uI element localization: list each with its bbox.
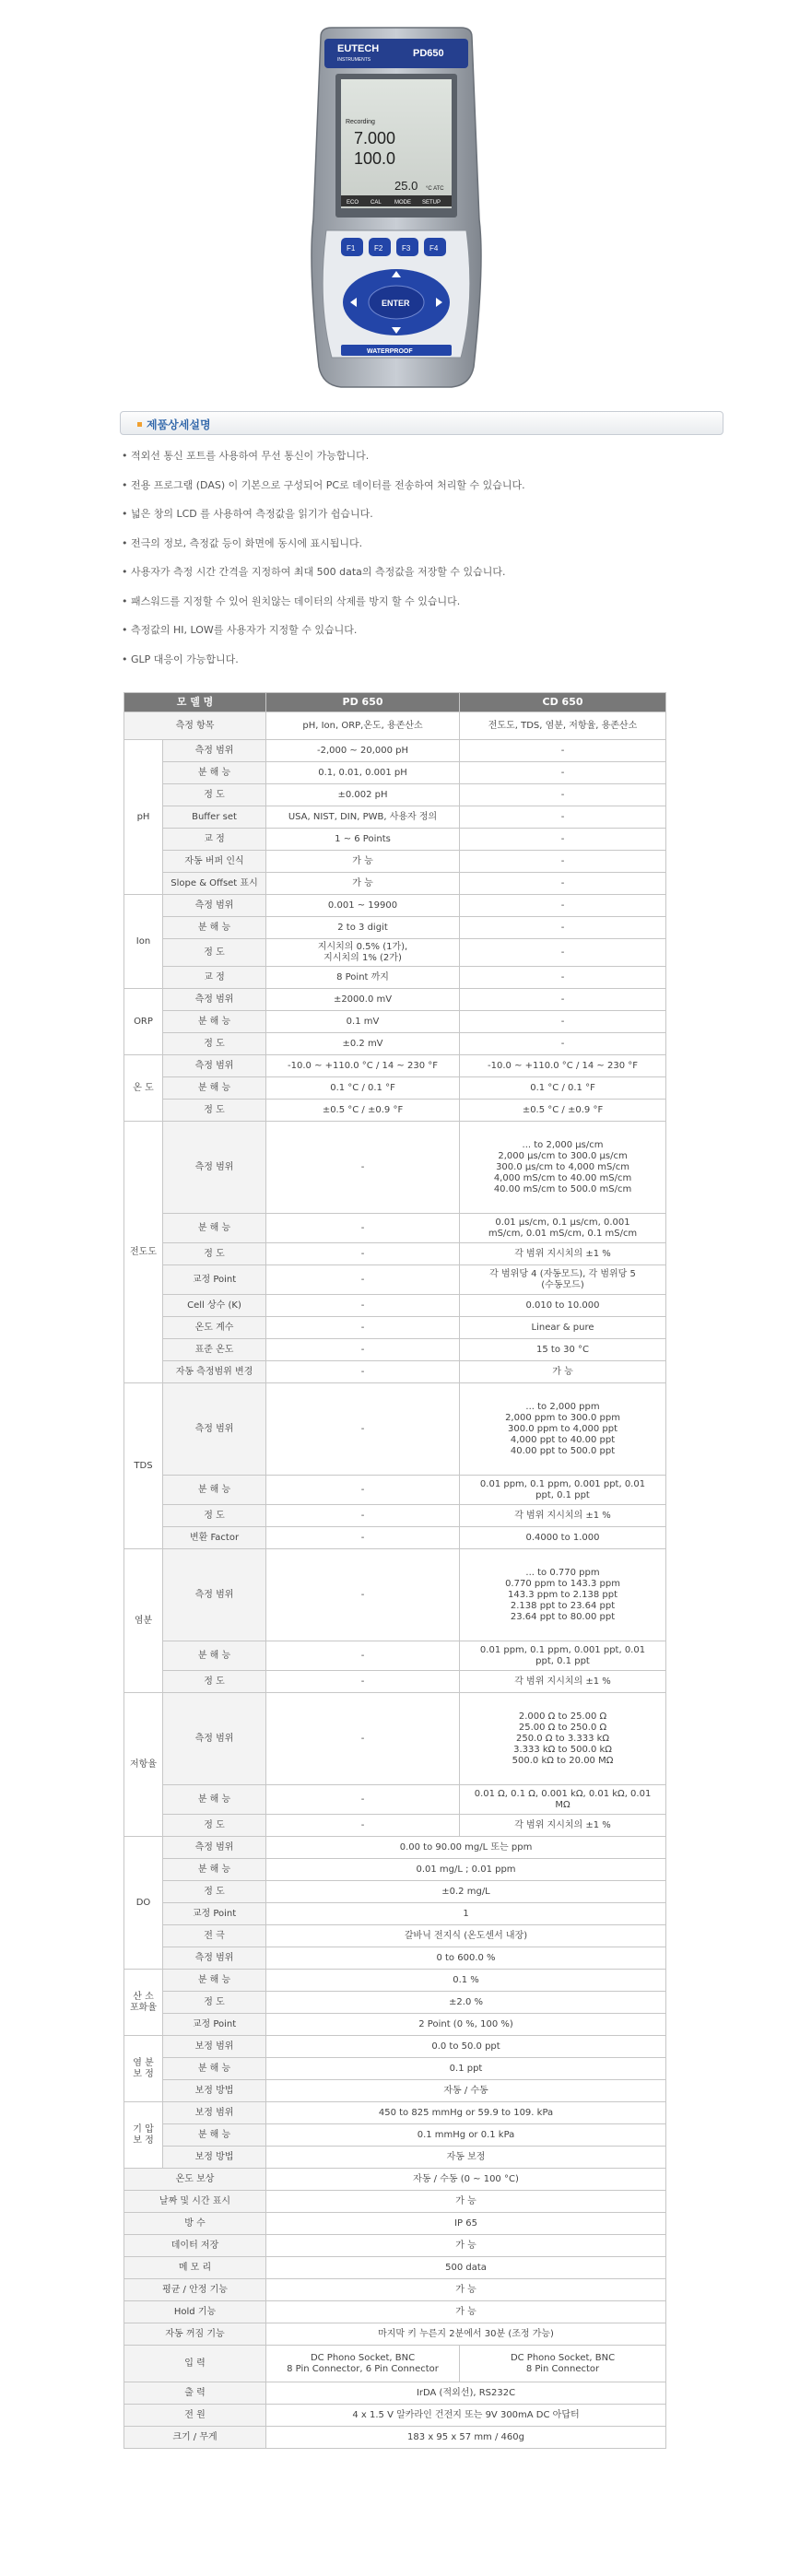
row-value-cd650: - bbox=[460, 895, 666, 917]
row-sublabel: 정 도 bbox=[163, 784, 266, 806]
row-value-shared: 갈바닉 전지식 (온도센서 내장) bbox=[266, 1925, 666, 1947]
row-value-cd650: - bbox=[460, 1011, 666, 1033]
table-row bbox=[124, 2213, 666, 2235]
row-value-cd650: ±0.5 °C / ±0.9 °F bbox=[460, 1100, 666, 1122]
row-value-pd650: ±0.002 pH bbox=[266, 784, 460, 806]
table-row bbox=[124, 939, 666, 967]
row-sublabel: 측정 범위 bbox=[163, 1947, 266, 1970]
row-sublabel: 분 해 능 bbox=[163, 1077, 266, 1100]
row-value-pd650: 0.1, 0.01, 0.001 pH bbox=[266, 762, 460, 784]
row-sublabel: 측정 범위 bbox=[163, 1055, 266, 1077]
row-value-shared: 가 능 bbox=[266, 2235, 666, 2257]
row-value-pd650: 0.1 °C / 0.1 °F bbox=[266, 1077, 460, 1100]
spec-table bbox=[123, 692, 666, 2449]
row-sublabel: 정 도 bbox=[163, 1671, 266, 1693]
row-sublabel: 분 해 능 bbox=[163, 1785, 266, 1815]
table-row bbox=[124, 1925, 666, 1947]
row-value-cd650: - bbox=[460, 939, 666, 967]
row-value-pd650: - bbox=[266, 1383, 460, 1476]
enter-key-label: ENTER bbox=[382, 299, 410, 308]
row-value-cd650: - bbox=[460, 989, 666, 1011]
table-row bbox=[124, 917, 666, 939]
table-row bbox=[124, 2279, 666, 2301]
row-value-shared: 450 to 825 mmHg or 59.9 to 109. kPa bbox=[266, 2102, 666, 2124]
row-sublabel: 보정 방법 bbox=[163, 2147, 266, 2169]
row-value-shared: 가 능 bbox=[266, 2301, 666, 2323]
header-pd650: PD 650 bbox=[266, 693, 460, 712]
row-sublabel: 보정 범위 bbox=[163, 2102, 266, 2124]
row-sublabel: 자동 측정범위 변경 bbox=[163, 1361, 266, 1383]
table-row bbox=[124, 1476, 666, 1505]
row-sublabel: 정 도 bbox=[163, 1033, 266, 1055]
row-category: 염 분 보 정 bbox=[124, 2036, 163, 2102]
table-row bbox=[124, 1641, 666, 1671]
row-value-cd650: - bbox=[460, 740, 666, 762]
table-row bbox=[124, 1505, 666, 1527]
table-row bbox=[124, 2257, 666, 2279]
table-row bbox=[124, 2235, 666, 2257]
table-row bbox=[124, 2102, 666, 2124]
table-row bbox=[124, 967, 666, 989]
row-sublabel: 교 정 bbox=[163, 967, 266, 989]
row-category: 저항율 bbox=[124, 1693, 163, 1837]
table-row bbox=[124, 1815, 666, 1837]
row-value-cd650: -10.0 ~ +110.0 °C / 14 ~ 230 °F bbox=[460, 1055, 666, 1077]
row-sublabel: 온도 계수 bbox=[163, 1317, 266, 1339]
row-value-pd650: - bbox=[266, 1339, 460, 1361]
row-sublabel: 측정 범위 bbox=[163, 1383, 266, 1476]
row-sublabel: 정 도 bbox=[163, 1992, 266, 2014]
row-sublabel: 측정 범위 bbox=[163, 1693, 266, 1785]
table-row bbox=[124, 1100, 666, 1122]
feature-item: • 사용자가 측정 시간 간격을 지정하여 최대 500 data의 측정값을 저장할 수 있습니다. bbox=[122, 566, 721, 595]
row-sublabel: 변환 Factor bbox=[163, 1527, 266, 1549]
table-row bbox=[124, 762, 666, 784]
row-value-cd650: - bbox=[460, 806, 666, 829]
row-sublabel: 측정 범위 bbox=[163, 989, 266, 1011]
table-row bbox=[124, 2427, 666, 2449]
table-row bbox=[124, 1243, 666, 1265]
row-sublabel: 정 도 bbox=[163, 939, 266, 967]
table-row bbox=[124, 1265, 666, 1295]
brand-sub-text: INSTRUMENTS bbox=[337, 57, 371, 63]
row-value-shared: 마지막 키 누른지 2분에서 30분 (조정 가능) bbox=[266, 2323, 666, 2346]
table-header-row bbox=[124, 693, 666, 712]
table-row bbox=[124, 2346, 666, 2382]
row-value-cd650: - bbox=[460, 784, 666, 806]
row-value-pd650: USA, NIST, DIN, PWB, 사용자 정의 bbox=[266, 806, 460, 829]
table-row bbox=[124, 740, 666, 762]
table-row bbox=[124, 784, 666, 806]
row-sublabel: 교 정 bbox=[163, 829, 266, 851]
row-category: Ion bbox=[124, 895, 163, 989]
row-sublabel: 교정 Point bbox=[163, 1265, 266, 1295]
table-row bbox=[124, 2169, 666, 2191]
row-sublabel: 분 해 능 bbox=[163, 1970, 266, 1992]
table-row bbox=[124, 1859, 666, 1881]
table-row bbox=[124, 1527, 666, 1549]
svg-text:F4: F4 bbox=[429, 244, 439, 253]
table-row bbox=[124, 851, 666, 873]
row-value-cd650: - bbox=[460, 967, 666, 989]
row-category: DO bbox=[124, 1837, 163, 1970]
row-sublabel: 분 해 능 bbox=[163, 762, 266, 784]
table-row bbox=[124, 1122, 666, 1214]
row-value-pd650: DC Phono Socket, BNC 8 Pin Connector, 6 Pin Connector bbox=[266, 2346, 460, 2382]
row-value-shared: 1 bbox=[266, 1903, 666, 1925]
row-label: 크기 / 무게 bbox=[124, 2427, 266, 2449]
table-row bbox=[124, 1033, 666, 1055]
table-row bbox=[124, 829, 666, 851]
row-sublabel: 측정 범위 bbox=[163, 1837, 266, 1859]
softkey-2: CAL bbox=[370, 200, 382, 206]
screen-value2: 100.0 bbox=[354, 149, 396, 168]
feature-item: • 전용 프로그램 (DAS) 이 기본으로 구성되어 PC로 데이터를 전송하여 처리할 수 있습니다. bbox=[122, 479, 721, 509]
feature-item: • 전극의 정보, 측정값 등이 화면에 동시에 표시됩니다. bbox=[122, 537, 721, 567]
table-row bbox=[124, 2323, 666, 2346]
row-value-shared: 2 Point (0 %, 100 %) bbox=[266, 2014, 666, 2036]
model-text: PD650 bbox=[413, 48, 444, 59]
row-sublabel: 측정 범위 bbox=[163, 895, 266, 917]
row-value-pd650: 지시치의 0.5% (1가), 지시치의 1% (2가) bbox=[266, 939, 460, 967]
table-row bbox=[124, 2191, 666, 2213]
row-category: 염분 bbox=[124, 1549, 163, 1693]
row-value-pd650: - bbox=[266, 1693, 460, 1785]
softkey-1: ECO bbox=[347, 200, 359, 206]
section-header bbox=[120, 411, 723, 435]
row-value-pd650: 1 ~ 6 Points bbox=[266, 829, 460, 851]
row-value-cd650: 0.010 to 10.000 bbox=[460, 1295, 666, 1317]
table-row bbox=[124, 1785, 666, 1815]
table-row bbox=[124, 2147, 666, 2169]
row-value-cd650: - bbox=[460, 762, 666, 784]
row-sublabel: 측정 범위 bbox=[163, 740, 266, 762]
row-sublabel: 자동 버퍼 인식 bbox=[163, 851, 266, 873]
row-sublabel: 정 도 bbox=[163, 1100, 266, 1122]
screen-temp-unit: °C ATC bbox=[426, 186, 444, 192]
table-row bbox=[124, 1903, 666, 1925]
row-value-pd650: 가 능 bbox=[266, 851, 460, 873]
feature-item: • 넓은 창의 LCD 를 사용하여 측정값을 읽기가 쉽습니다. bbox=[122, 508, 721, 537]
row-category: ORP bbox=[124, 989, 163, 1055]
row-value-pd650: 0.001 ~ 19900 bbox=[266, 895, 460, 917]
table-row bbox=[124, 1693, 666, 1785]
row-value-cd650: ... to 0.770 ppm 0.770 ppm to 143.3 ppm 143.3 ppm to 2.138 ppt 2.138 ppt to 23.64 ppt 23.64 ppt to 80.00 ppt bbox=[460, 1549, 666, 1641]
row-value-pd650: -2,000 ~ 20,000 pH bbox=[266, 740, 460, 762]
row-sublabel: 분 해 능 bbox=[163, 2124, 266, 2147]
row-value-cd650: ... to 2,000 μs/cm 2,000 μs/cm to 300.0 μs/cm 300.0 μs/cm to 4,000 mS/cm 4,000 mS/cm to 40.00 mS/cm 40.00 mS/cm to 500.0 mS/cm bbox=[460, 1122, 666, 1214]
table-row bbox=[124, 895, 666, 917]
table-row bbox=[124, 1549, 666, 1641]
svg-text:F1: F1 bbox=[347, 244, 356, 253]
row-value-cd650: 15 to 30 °C bbox=[460, 1339, 666, 1361]
row-value-cd650: 가 능 bbox=[460, 1361, 666, 1383]
row-value-pd650: - bbox=[266, 1476, 460, 1505]
row-value-shared: 0.01 mg/L ; 0.01 ppm bbox=[266, 1859, 666, 1881]
row-value-cd650: 전도도, TDS, 염분, 저항율, 용존산소 bbox=[460, 712, 666, 740]
feature-item: • 적외선 통신 포트를 사용하여 무선 통신이 가능합니다. bbox=[122, 450, 721, 479]
row-sublabel: 교정 Point bbox=[163, 1903, 266, 1925]
section-title: 제품상세설명 bbox=[147, 418, 211, 431]
row-category: 전도도 bbox=[124, 1122, 163, 1383]
row-category: 온 도 bbox=[124, 1055, 163, 1122]
row-value-shared: 자동 / 수동 bbox=[266, 2080, 666, 2102]
row-label: 온도 보상 bbox=[124, 2169, 266, 2191]
table-row bbox=[124, 1947, 666, 1970]
row-value-pd650: - bbox=[266, 1265, 460, 1295]
row-value-pd650: - bbox=[266, 1785, 460, 1815]
row-value-cd650: ... to 2,000 ppm 2,000 ppm to 300.0 ppm 300.0 ppm to 4,000 ppt 4,000 ppt to 40.00 ppt 40.00 ppt to 500.0 ppt bbox=[460, 1383, 666, 1476]
row-value-shared: 가 능 bbox=[266, 2279, 666, 2301]
table-row bbox=[124, 1214, 666, 1243]
svg-text:F2: F2 bbox=[374, 244, 383, 253]
screen-temp: 25.0 bbox=[394, 179, 418, 193]
table-row bbox=[124, 2036, 666, 2058]
softkey-3: MODE bbox=[394, 200, 411, 206]
screen-value1: 7.000 bbox=[354, 129, 396, 147]
row-value-shared: 가 능 bbox=[266, 2191, 666, 2213]
row-value-pd650: ±0.5 °C / ±0.9 °F bbox=[266, 1100, 460, 1122]
row-category: 기 압 보 정 bbox=[124, 2102, 163, 2169]
row-label: 메 모 리 bbox=[124, 2257, 266, 2279]
row-sublabel: 분 해 능 bbox=[163, 1859, 266, 1881]
row-label: 입 력 bbox=[124, 2346, 266, 2382]
softkey-bar bbox=[341, 195, 452, 206]
table-row bbox=[124, 2080, 666, 2102]
softkey-4: SETUP bbox=[422, 200, 441, 206]
table-row bbox=[124, 2014, 666, 2036]
row-value-cd650: 2.000 Ω to 25.00 Ω 25.00 Ω to 250.0 Ω 250.0 Ω to 3.333 kΩ 3.333 kΩ to 500.0 kΩ 500.0 kΩ to 20.00 MΩ bbox=[460, 1693, 666, 1785]
row-value-pd650: 2 to 3 digit bbox=[266, 917, 460, 939]
row-value-cd650: - bbox=[460, 917, 666, 939]
row-value-pd650: 가 능 bbox=[266, 873, 460, 895]
table-row bbox=[124, 989, 666, 1011]
row-value-pd650: pH, Ion, ORP,온도, 용존산소 bbox=[266, 712, 460, 740]
row-sublabel: 보정 범위 bbox=[163, 2036, 266, 2058]
table-row bbox=[124, 2124, 666, 2147]
row-sublabel: 분 해 능 bbox=[163, 1011, 266, 1033]
row-value-pd650: - bbox=[266, 1295, 460, 1317]
row-value-shared: ±0.2 mg/L bbox=[266, 1881, 666, 1903]
table-row bbox=[124, 2405, 666, 2427]
row-value-shared: 자동 / 수동 (0 ~ 100 °C) bbox=[266, 2169, 666, 2191]
row-value-pd650: -10.0 ~ +110.0 °C / 14 ~ 230 °F bbox=[266, 1055, 460, 1077]
row-value-shared: 183 x 95 x 57 mm / 460g bbox=[266, 2427, 666, 2449]
row-value-cd650: 0.1 °C / 0.1 °F bbox=[460, 1077, 666, 1100]
table-row bbox=[124, 1339, 666, 1361]
table-row bbox=[124, 2058, 666, 2080]
table-row bbox=[124, 2301, 666, 2323]
row-value-pd650: - bbox=[266, 1361, 460, 1383]
row-sublabel: 교정 Point bbox=[163, 2014, 266, 2036]
feature-item: • 패스워드를 지정할 수 있어 원치않는 데이터의 삭제를 방지 할 수 있습니다. bbox=[122, 595, 721, 625]
row-label: 자동 꺼짐 기능 bbox=[124, 2323, 266, 2346]
row-label: 평균 / 안정 기능 bbox=[124, 2279, 266, 2301]
row-value-pd650: - bbox=[266, 1671, 460, 1693]
row-sublabel: 정 도 bbox=[163, 1881, 266, 1903]
row-value-cd650: 0.4000 to 1.000 bbox=[460, 1527, 666, 1549]
table-row bbox=[124, 1383, 666, 1476]
row-value-shared: 0.1 ppt bbox=[266, 2058, 666, 2080]
row-value-pd650: - bbox=[266, 1527, 460, 1549]
row-value-pd650: - bbox=[266, 1549, 460, 1641]
table-row bbox=[124, 1361, 666, 1383]
row-value-pd650: - bbox=[266, 1122, 460, 1214]
row-sublabel: 정 도 bbox=[163, 1505, 266, 1527]
row-sublabel: Cell 상수 (K) bbox=[163, 1295, 266, 1317]
row-sublabel: 측정 범위 bbox=[163, 1122, 266, 1214]
row-sublabel: 표준 온도 bbox=[163, 1339, 266, 1361]
row-value-shared: IrDA (적외선), RS232C bbox=[266, 2382, 666, 2405]
product-image bbox=[304, 26, 488, 394]
row-value-cd650: 0.01 ppm, 0.1 ppm, 0.001 ppt, 0.01 ppt, 0.1 ppt bbox=[460, 1641, 666, 1671]
row-value-cd650: 각 범위 지시치의 ±1 % bbox=[460, 1815, 666, 1837]
row-value-cd650: Linear & pure bbox=[460, 1317, 666, 1339]
row-value-pd650: - bbox=[266, 1815, 460, 1837]
table-row bbox=[124, 1011, 666, 1033]
row-value-shared: 0.1 % bbox=[266, 1970, 666, 1992]
feature-item: • GLP 대응이 가능합니다. bbox=[122, 653, 721, 683]
table-row bbox=[124, 712, 666, 740]
row-value-cd650: - bbox=[460, 873, 666, 895]
table-row bbox=[124, 1671, 666, 1693]
table-row bbox=[124, 873, 666, 895]
row-value-cd650: 각 범위당 4 (자동모드), 각 범위당 5 (수동모드) bbox=[460, 1265, 666, 1295]
table-row bbox=[124, 1077, 666, 1100]
header-model: 모 델 명 bbox=[124, 693, 266, 712]
row-value-pd650: - bbox=[266, 1317, 460, 1339]
row-sublabel: 분 해 능 bbox=[163, 917, 266, 939]
row-value-cd650: 각 범위 지시치의 ±1 % bbox=[460, 1505, 666, 1527]
table-row bbox=[124, 1837, 666, 1859]
table-row bbox=[124, 2382, 666, 2405]
table-row bbox=[124, 1317, 666, 1339]
row-category: pH bbox=[124, 740, 163, 895]
row-label: 날짜 및 시간 표시 bbox=[124, 2191, 266, 2213]
row-sublabel: Buffer set bbox=[163, 806, 266, 829]
row-value-pd650: - bbox=[266, 1243, 460, 1265]
row-value-shared: 0.1 mmHg or 0.1 kPa bbox=[266, 2124, 666, 2147]
screen-mode: Recording bbox=[346, 119, 375, 125]
row-value-cd650: - bbox=[460, 829, 666, 851]
row-value-cd650: 0.01 μs/cm, 0.1 μs/cm, 0.001 mS/cm, 0.01 mS/cm, 0.1 mS/cm bbox=[460, 1214, 666, 1243]
row-value-cd650: 0.01 ppm, 0.1 ppm, 0.001 ppt, 0.01 ppt, 0.1 ppt bbox=[460, 1476, 666, 1505]
row-sublabel: 분 해 능 bbox=[163, 2058, 266, 2080]
row-label: 측정 항목 bbox=[124, 712, 266, 740]
row-value-shared: 0.0 to 50.0 ppt bbox=[266, 2036, 666, 2058]
row-sublabel: 전 극 bbox=[163, 1925, 266, 1947]
row-value-cd650: 0.01 Ω, 0.1 Ω, 0.001 kΩ, 0.01 kΩ, 0.01 MΩ bbox=[460, 1785, 666, 1815]
row-label: Hold 기능 bbox=[124, 2301, 266, 2323]
row-value-cd650: 각 범위 지시치의 ±1 % bbox=[460, 1243, 666, 1265]
svg-text:F3: F3 bbox=[402, 244, 411, 253]
feature-item: • 측정값의 HI, LOW를 사용자가 지정할 수 있습니다. bbox=[122, 624, 721, 653]
table-row bbox=[124, 806, 666, 829]
row-sublabel: Slope & Offset 표시 bbox=[163, 873, 266, 895]
row-value-pd650: - bbox=[266, 1214, 460, 1243]
row-sublabel: 분 해 능 bbox=[163, 1641, 266, 1671]
header-cd650: CD 650 bbox=[460, 693, 666, 712]
brand-text: EUTECH bbox=[337, 43, 380, 54]
table-row bbox=[124, 1055, 666, 1077]
row-value-shared: ±2.0 % bbox=[266, 1992, 666, 2014]
row-sublabel: 분 해 능 bbox=[163, 1214, 266, 1243]
waterproof-label: WATERPROOF bbox=[367, 348, 413, 355]
bullet-square-icon bbox=[137, 422, 142, 427]
table-row bbox=[124, 1881, 666, 1903]
row-label: 데이터 저장 bbox=[124, 2235, 266, 2257]
row-value-shared: 0.00 to 90.00 mg/L 또는 ppm bbox=[266, 1837, 666, 1859]
row-value-shared: IP 65 bbox=[266, 2213, 666, 2235]
row-sublabel: 정 도 bbox=[163, 1815, 266, 1837]
table-row bbox=[124, 1970, 666, 1992]
row-value-shared: 4 x 1.5 V 알카라인 건전지 또는 9V 300mA DC 아답터 bbox=[266, 2405, 666, 2427]
row-sublabel: 분 해 능 bbox=[163, 1476, 266, 1505]
row-category: TDS bbox=[124, 1383, 163, 1549]
row-value-cd650: 각 범위 지시치의 ±1 % bbox=[460, 1671, 666, 1693]
table-row bbox=[124, 1992, 666, 2014]
row-value-shared: 0 to 600.0 % bbox=[266, 1947, 666, 1970]
row-label: 출 력 bbox=[124, 2382, 266, 2405]
row-sublabel: 보정 방법 bbox=[163, 2080, 266, 2102]
row-value-pd650: ±2000.0 mV bbox=[266, 989, 460, 1011]
row-sublabel: 측정 범위 bbox=[163, 1549, 266, 1641]
ph-meter-illustration bbox=[304, 26, 488, 394]
row-label: 방 수 bbox=[124, 2213, 266, 2235]
row-value-cd650: - bbox=[460, 1033, 666, 1055]
row-label: 전 원 bbox=[124, 2405, 266, 2427]
row-value-pd650: - bbox=[266, 1505, 460, 1527]
row-value-pd650: 8 Point 까지 bbox=[266, 967, 460, 989]
row-value-shared: 500 data bbox=[266, 2257, 666, 2279]
row-value-pd650: - bbox=[266, 1641, 460, 1671]
row-value-pd650: ±0.2 mV bbox=[266, 1033, 460, 1055]
row-value-cd650: - bbox=[460, 851, 666, 873]
row-category: 산 소 포화율 bbox=[124, 1970, 163, 2036]
feature-list bbox=[122, 450, 721, 682]
row-value-pd650: 0.1 mV bbox=[266, 1011, 460, 1033]
row-value-shared: 자동 보정 bbox=[266, 2147, 666, 2169]
table-row bbox=[124, 1295, 666, 1317]
row-value-cd650: DC Phono Socket, BNC 8 Pin Connector bbox=[460, 2346, 666, 2382]
row-sublabel: 정 도 bbox=[163, 1243, 266, 1265]
